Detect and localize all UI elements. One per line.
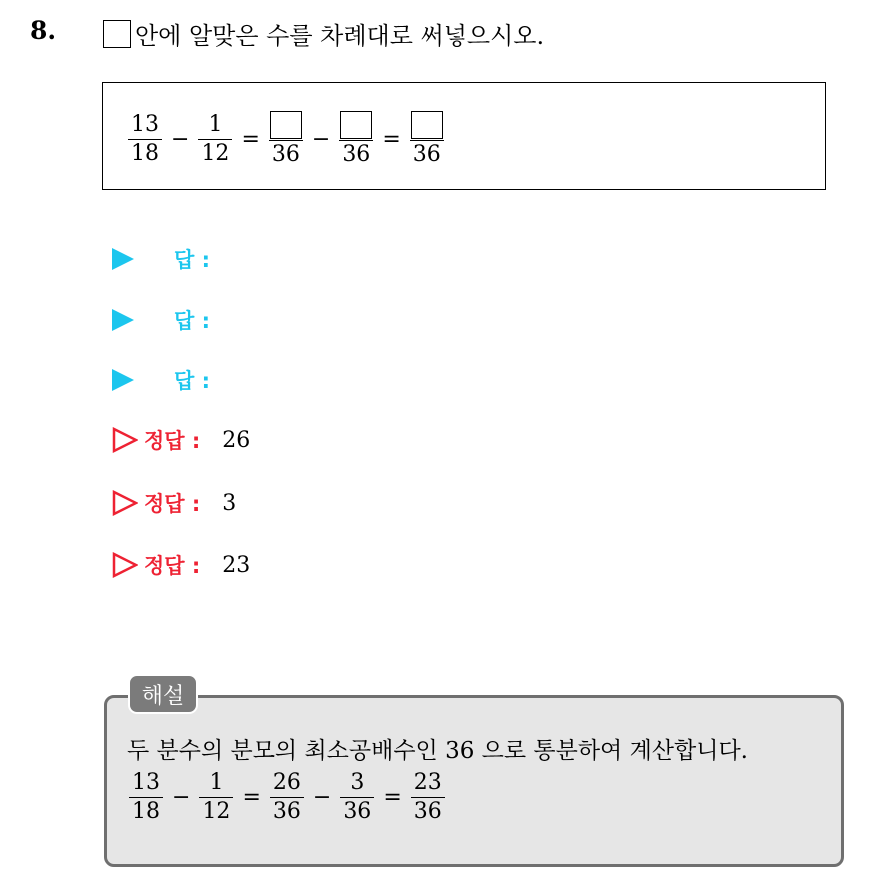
numerator: 1 [208, 112, 223, 137]
numerator: 26 [272, 770, 301, 795]
outline-arrow-icon [112, 490, 138, 516]
fraction [199, 770, 233, 825]
answer-blank-3[interactable] [411, 111, 443, 139]
numerator: 13 [132, 770, 160, 795]
fraction-blank-2 [339, 111, 373, 168]
correct-answer-row-1 [112, 425, 250, 455]
denominator: 12 [202, 799, 231, 824]
answer-blank-1[interactable] [270, 111, 302, 139]
minus-sign: − [312, 785, 332, 810]
numerator: 13 [131, 112, 159, 137]
fraction-bar [128, 139, 162, 140]
solution-equation [126, 770, 448, 825]
denominator: 18 [132, 799, 160, 824]
question-number: 8. [30, 16, 57, 45]
correct-answer-label: 정답 : [144, 554, 201, 578]
fraction-blank-3 [410, 111, 444, 168]
question-prompt [103, 16, 544, 51]
denominator: 18 [131, 141, 159, 166]
minus-sign: − [311, 127, 331, 152]
answer-row-1 [112, 244, 210, 274]
equals-sign: = [382, 127, 401, 152]
answer-blank-2[interactable] [340, 111, 372, 139]
correct-answer-label: 정답 : [144, 429, 201, 453]
equals-sign: = [383, 785, 402, 810]
fraction-bar [339, 140, 373, 141]
correct-answer-value: 26 [222, 427, 251, 453]
correct-answer-row-3 [112, 550, 250, 580]
solution-text: 두 분수의 분모의 최소공배수인 36 으로 통분하여 계산합니다. [127, 738, 748, 764]
fraction-bar [270, 797, 304, 798]
answer-label: 답 : [174, 369, 210, 393]
fraction-bar [199, 797, 233, 798]
play-arrow-icon [112, 248, 134, 270]
fraction [340, 770, 374, 825]
numerator: 1 [209, 770, 224, 795]
minus-sign: − [171, 127, 190, 152]
denominator: 36 [413, 799, 442, 824]
answer-row-2 [112, 305, 210, 335]
correct-answer-value: 23 [222, 552, 251, 578]
problem-equation [125, 111, 447, 168]
numerator: 3 [350, 770, 365, 795]
blank-box-icon [103, 20, 131, 48]
fraction [270, 770, 304, 825]
minus-sign: − [172, 785, 191, 810]
equals-sign: = [242, 785, 261, 810]
question-prompt-text: 안에 알맞은 수를 차례대로 써넣으시오. [135, 22, 545, 50]
equals-sign: = [241, 127, 260, 152]
fraction-bar [411, 797, 445, 798]
correct-answer-row-2 [112, 488, 236, 518]
fraction-bar [340, 797, 374, 798]
answer-label: 답 : [174, 248, 210, 272]
play-arrow-icon [112, 369, 134, 391]
denominator: 36 [412, 142, 441, 167]
denominator: 36 [342, 142, 371, 167]
fraction-blank-1 [269, 111, 303, 168]
outline-arrow-icon [112, 552, 138, 578]
solution-tag: 해설 [128, 674, 198, 714]
fraction-bar [410, 140, 444, 141]
fraction-bar [129, 797, 163, 798]
numerator: 23 [413, 770, 442, 795]
denominator: 36 [272, 799, 301, 824]
fraction-bar [198, 139, 232, 140]
denominator: 12 [201, 141, 230, 166]
fraction-bar [269, 140, 303, 141]
denominator: 36 [271, 142, 300, 167]
outline-arrow-icon [112, 427, 138, 453]
correct-answer-value: 3 [222, 490, 237, 516]
answer-label: 답 : [174, 309, 210, 333]
problem-box [102, 82, 826, 190]
denominator: 36 [343, 799, 372, 824]
answer-row-3 [112, 365, 210, 395]
play-arrow-icon [112, 309, 134, 331]
fraction [411, 770, 445, 825]
fraction [128, 112, 162, 167]
correct-answer-label: 정답 : [144, 492, 201, 516]
fraction [129, 770, 163, 825]
fraction [198, 112, 232, 167]
